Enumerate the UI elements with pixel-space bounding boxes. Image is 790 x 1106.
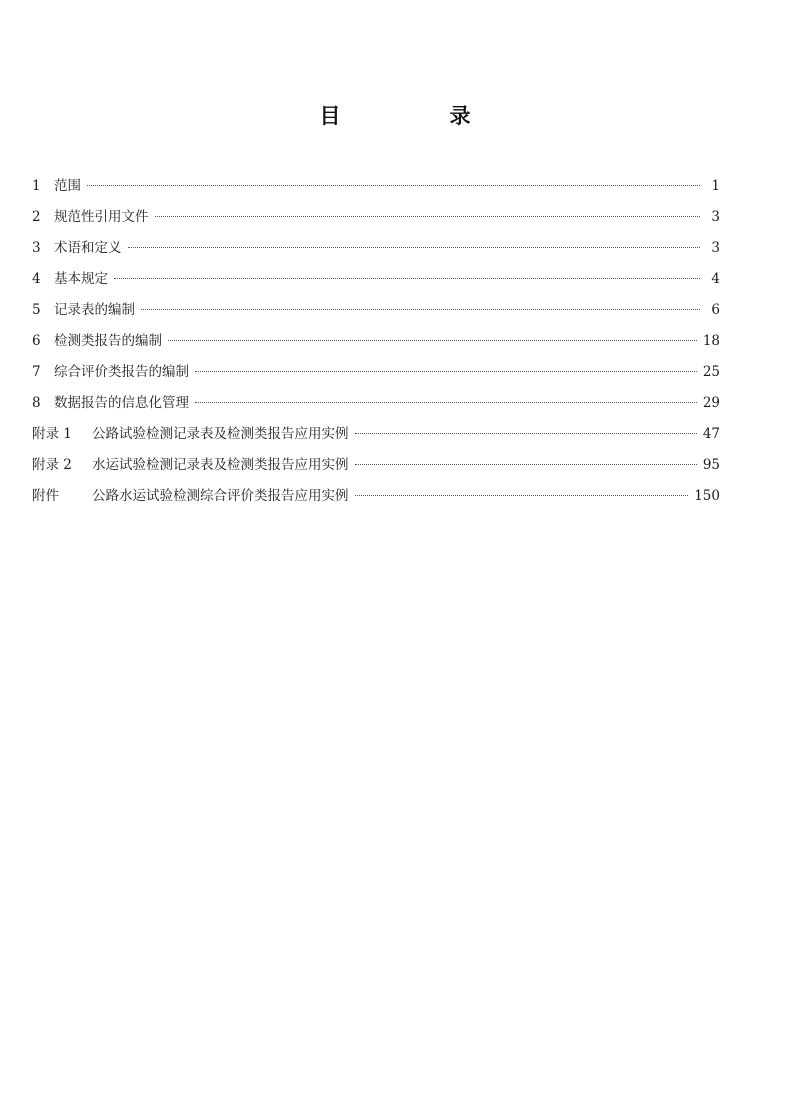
toc-entry-number: 附录 2 <box>32 457 72 473</box>
toc-entry-number: 7 <box>32 364 41 380</box>
toc-entry-page: 25 <box>702 364 720 380</box>
dot-leader <box>195 402 697 403</box>
table-of-contents <box>32 176 720 517</box>
toc-entry-page: 4 <box>711 271 720 287</box>
toc-entry-page: 3 <box>711 209 720 225</box>
dot-leader <box>195 371 697 372</box>
toc-entry-label: 公路水运试验检测综合评价类报告应用实例 <box>92 488 349 504</box>
toc-entry-label: 基本规定 <box>54 271 108 287</box>
toc-entry-label: 检测类报告的编制 <box>54 333 162 349</box>
toc-entry-4[interactable] <box>32 269 720 300</box>
dot-leader <box>355 495 689 496</box>
toc-entry-page: 18 <box>702 333 720 349</box>
toc-entry-1[interactable] <box>32 176 720 207</box>
toc-entry-2[interactable] <box>32 207 720 238</box>
toc-entry-number: 附录 1 <box>32 426 72 442</box>
toc-entry-label: 综合评价类报告的编制 <box>54 364 189 380</box>
toc-entry-number: 5 <box>32 302 41 318</box>
dot-leader <box>355 464 697 465</box>
toc-entry-label: 公路试验检测记录表及检测类报告应用实例 <box>92 426 349 442</box>
toc-entry-number: 3 <box>32 240 41 256</box>
dot-leader <box>87 185 700 186</box>
dot-leader <box>128 247 701 248</box>
dot-leader <box>155 216 701 217</box>
dot-leader <box>355 433 697 434</box>
toc-entry-page: 150 <box>694 488 720 504</box>
toc-entry-page: 29 <box>702 395 720 411</box>
toc-entry-page: 3 <box>711 240 720 256</box>
toc-entry-number: 附件 <box>32 488 59 504</box>
toc-entry-3[interactable] <box>32 238 720 269</box>
toc-entry-label: 数据报告的信息化管理 <box>54 395 189 411</box>
toc-entry-page: 95 <box>702 457 720 473</box>
toc-entry-label: 范围 <box>54 178 81 194</box>
toc-entry-label: 术语和定义 <box>54 240 122 256</box>
toc-entry-8[interactable] <box>32 393 720 424</box>
toc-entry-page: 47 <box>702 426 720 442</box>
toc-entry-number: 8 <box>32 395 41 411</box>
toc-entry-appendix-2[interactable] <box>32 455 720 486</box>
toc-entry-label: 规范性引用文件 <box>54 209 149 225</box>
toc-entry-label: 水运试验检测记录表及检测类报告应用实例 <box>92 457 349 473</box>
toc-entry-7[interactable] <box>32 362 720 393</box>
toc-entry-number: 6 <box>32 333 41 349</box>
toc-entry-5[interactable] <box>32 300 720 331</box>
toc-entry-number: 1 <box>32 178 41 194</box>
toc-entry-label: 记录表的编制 <box>54 302 135 318</box>
dot-leader <box>114 278 700 279</box>
dot-leader <box>168 340 697 341</box>
toc-entry-appendix-1[interactable] <box>32 424 720 455</box>
toc-entry-number: 4 <box>32 271 41 287</box>
page-title: 目 录 <box>319 104 515 128</box>
toc-entry-page: 6 <box>711 302 720 318</box>
toc-entry-page: 1 <box>711 178 720 194</box>
toc-entry-6[interactable] <box>32 331 720 362</box>
toc-entry-attachment[interactable] <box>32 486 720 517</box>
toc-entry-number: 2 <box>32 209 41 225</box>
dot-leader <box>141 309 700 310</box>
